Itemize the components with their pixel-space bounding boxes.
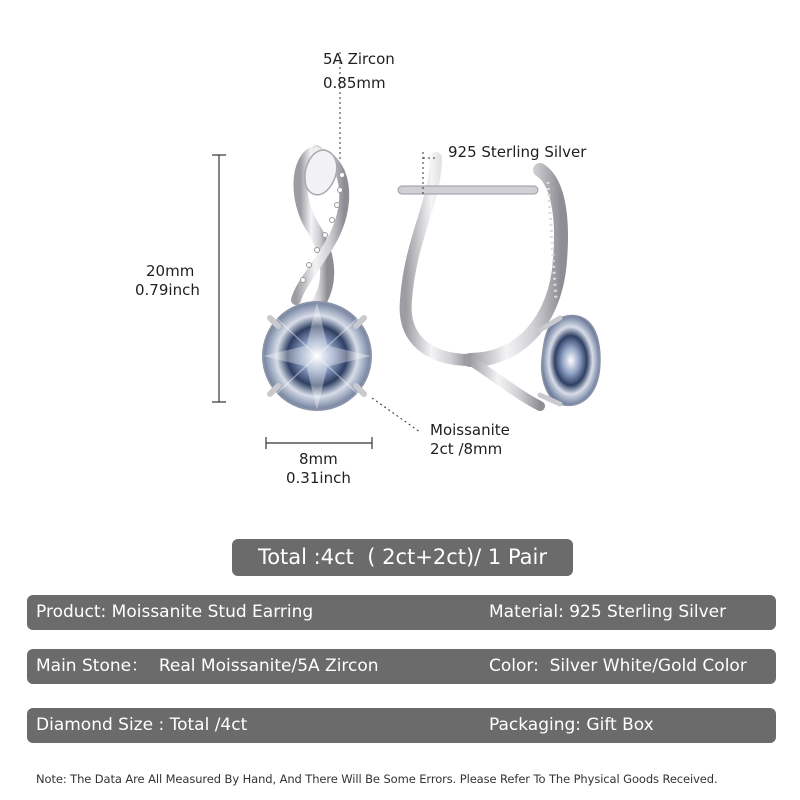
- total-weight-banner: Total :4ct ( 2ct+2ct)/ 1 Pair: [232, 539, 573, 576]
- material-spec: Material: 925 Sterling Silver: [489, 602, 727, 622]
- measurement-note: Note: The Data Are All Measured By Hand, And There Will Be Some Errors. Please Refer To The Physical Goods Received.: [36, 772, 718, 786]
- width-inch-label: 0.31inch: [286, 469, 351, 487]
- width-mm-label: 8mm: [299, 450, 338, 468]
- zircon-label: 5A Zircon: [323, 50, 395, 68]
- packaging-spec: Packaging: Gift Box: [489, 715, 654, 735]
- main-stone-spec: Main Stone： Real Moissanite/5A Zircon: [36, 656, 379, 676]
- spec-row: [27, 708, 776, 743]
- silver-label: 925 Sterling Silver: [448, 143, 587, 161]
- moissanite-label: Moissanite: [430, 421, 510, 439]
- zircon-size-label: 0.85mm: [323, 74, 386, 92]
- diamond-size-spec: Diamond Size : Total /4ct: [36, 715, 248, 735]
- width-dimension-line: [266, 437, 372, 449]
- height-mm-label: 20mm: [146, 262, 195, 280]
- color-spec: Color: Silver White/Gold Color: [489, 656, 747, 676]
- moissanite-spec-label: 2ct /8mm: [430, 440, 503, 458]
- product-spec: Product: Moissanite Stud Earring: [36, 602, 314, 622]
- front-earring: [263, 150, 371, 410]
- height-inch-label: 0.79inch: [135, 281, 200, 299]
- spec-row: [27, 649, 776, 684]
- spec-row: [27, 595, 776, 630]
- height-dimension-line: [212, 155, 226, 402]
- side-earring: [398, 158, 600, 406]
